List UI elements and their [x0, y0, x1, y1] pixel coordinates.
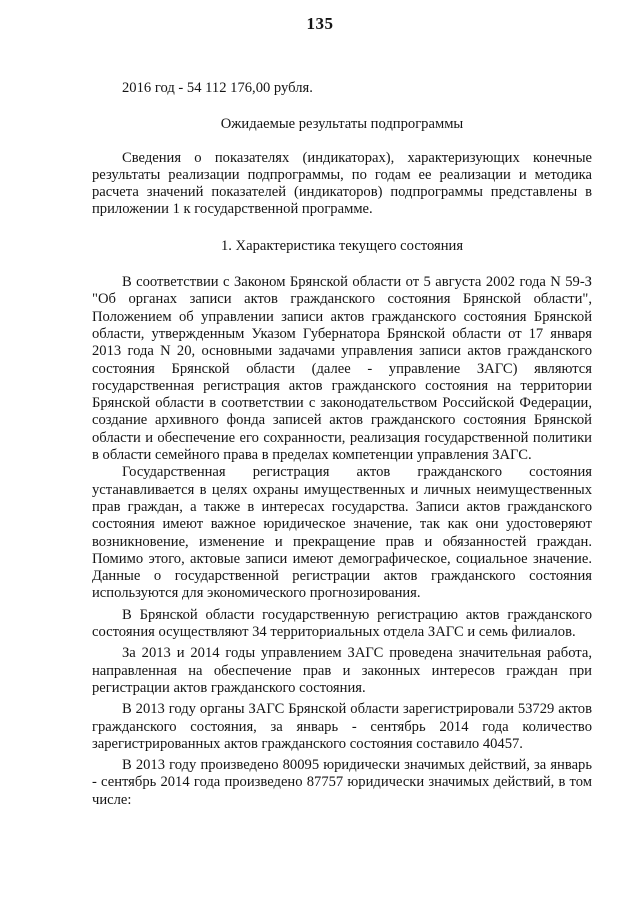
paragraph-indicators: Сведения о показателях (индикаторах), характеризующих конечные результаты реализации подпрограммы, по годам ее реализации и методика расчета значений показателей (индикаторов) подпрограммы представлены в приложении 1 к государственной программе. [92, 149, 592, 218]
paragraph-legal-actions: В 2013 году произведено 80095 юридически значимых действий, за январь - сентябрь 2014 года произведено 87757 юридически значимых действий, в том числе: [92, 757, 592, 808]
document-body [92, 70, 592, 809]
paragraph-departments: В Брянской области государственную регистрацию актов гражданского состояния осуществляют 34 территориальных отдела ЗАГС и семь филиалов. [92, 606, 592, 641]
funding-sum-line: 2016 год - 54 112 176,00 рубля. [122, 80, 313, 96]
page-number: 135 [306, 14, 334, 33]
paragraph-state-registration: Государственная регистрация актов гражданского состояния устанавливается в целях охраны имущественных и личных неимущественных прав граждан, а также в интересах государства. Записи актов гражданского состояния имеют важное юридическое значение, так как они удостоверяют возникновение, изменение и прекращение прав и обязанностей граждан. Помимо этого, актовые записи имеют демографическое, социальное значение. Данные о государственной регистрации актов гражданского состояния используются для экономического прогнозирования. [92, 464, 592, 602]
paragraph-work-done: За 2013 и 2014 годы управлением ЗАГС проведена значительная работа, направленная на обеспечение прав и законных интересов граждан при регистрации актов гражданского состояния. [92, 645, 592, 696]
paragraph-legal-basis: В соответствии с Законом Брянской области от 5 августа 2002 года N 59-З "Об органах записи актов гражданского состояния Брянской области", Положением об управлении записи актов гражданского состояния Брянской области, утвержденным Указом Губернатора Брянской области от 17 января 2013 года N 20, основными задачами управления записи актов гражданского состояния Брянской области (далее - управление ЗАГС) являются государственная регистрация актов гражданского состояния на территории Брянской области в соответствии с законодательством Российской Федерации, создание архивного фонда записей актов гражданского состояния Брянской области и обеспечение его сохранности, реализация государственной политики в области семейного права в пределах компетенции управления ЗАГС. [92, 274, 592, 464]
section-heading-results: Ожидаемые результаты подпрограммы [220, 116, 464, 133]
paragraph-registered-acts: В 2013 году органы ЗАГС Брянской области зарегистрировали 53729 актов гражданского состояния, за январь - сентябрь 2014 года количество зарегистрированных актов гражданского состояния составило 40457. [92, 701, 592, 752]
section-heading-characteristic: 1. Характеристика текущего состояния [220, 237, 464, 254]
